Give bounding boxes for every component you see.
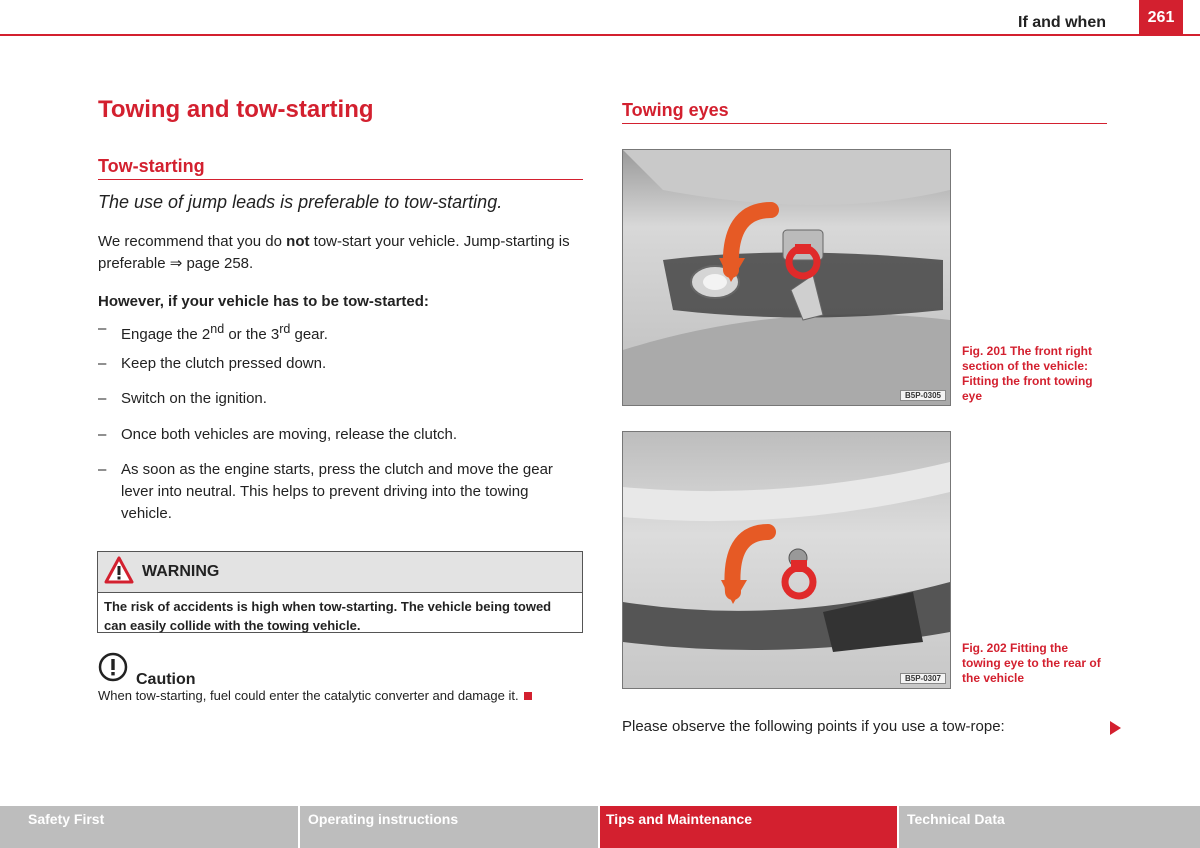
- warning-triangle-icon: [104, 556, 134, 589]
- warning-label: WARNING: [142, 563, 220, 580]
- intro-emphasis: not: [286, 233, 310, 250]
- list-dash: –: [98, 461, 107, 478]
- header-rule: [0, 34, 1200, 36]
- warning-box: [97, 551, 583, 633]
- intro-paragraph: [98, 231, 583, 275]
- footer-nav: [0, 806, 1200, 848]
- caution-text: When tow-starting, fuel could enter the catalytic converter and damage it.: [98, 688, 588, 703]
- lead-sentence: The use of jump leads is preferable to tow-starting.: [98, 192, 503, 212]
- step-text: Once both vehicles are moving, release the clutch.: [121, 426, 458, 443]
- page-title: Towing and tow-starting: [98, 96, 374, 123]
- front-bumper-illustration: [623, 150, 950, 405]
- continue-arrow-icon[interactable]: [1110, 721, 1121, 735]
- step-item: [98, 353, 583, 375]
- page-number: 261: [1139, 0, 1183, 36]
- end-of-section-icon: [524, 692, 532, 700]
- figure-front-towing-eye: [622, 149, 951, 406]
- step-text: As soon as the engine starts, press the clutch and move the gear lever into neutral. This helps to prevent driving into the towing vehicle.: [121, 461, 553, 522]
- step-text: Engage the 2nd or the 3rd gear.: [121, 322, 328, 343]
- chapter-title: If and when: [1018, 14, 1106, 31]
- list-dash: –: [98, 390, 107, 407]
- list-dash: –: [98, 320, 107, 337]
- figure-code: B5P-0307: [900, 673, 946, 684]
- intro-text-start: We recommend that you do: [98, 233, 287, 250]
- step-item: [98, 318, 583, 346]
- warning-text: The risk of accidents is high when tow-starting. The vehicle being towed can easily collide with the towing vehicle.: [104, 599, 552, 633]
- tab-operating-instructions[interactable]: Operating instructions: [300, 806, 600, 848]
- tab-technical-data[interactable]: Technical Data: [899, 806, 1200, 848]
- warning-header: [98, 552, 582, 593]
- section-title-tow-starting: Tow-starting: [98, 156, 583, 180]
- step-text: Keep the clutch pressed down.: [121, 355, 327, 372]
- caution-exclamation-icon: [98, 652, 128, 687]
- section-title-towing-eyes: Towing eyes: [622, 100, 1107, 124]
- steps-heading: However, if your vehicle has to be tow-started:: [98, 293, 429, 310]
- caution-label: Caution: [136, 671, 196, 688]
- list-dash: –: [98, 355, 107, 372]
- intro-text-end: tow-start your vehicle. Jump-starting is preferable ⇒ page 258.: [98, 233, 570, 272]
- rear-bumper-illustration: [623, 432, 950, 688]
- tab-tips-and-maintenance[interactable]: Tips and Maintenance: [600, 806, 899, 848]
- tow-rope-intro: Please observe the following points if you use a tow-rope:: [622, 718, 1005, 735]
- step-text: Switch on the ignition.: [121, 390, 267, 407]
- figure-caption: Fig. 202 Fitting the towing eye to the rear of the vehicle: [962, 641, 1101, 685]
- step-item: [98, 459, 583, 525]
- tab-safety-first[interactable]: Safety First: [0, 806, 300, 848]
- caution-header: [98, 652, 196, 687]
- figure-rear-towing-eye: [622, 431, 951, 689]
- step-item: [98, 424, 583, 446]
- figure-caption: Fig. 201 The front right section of the vehicle: Fitting the front towing eye: [962, 344, 1093, 403]
- list-dash: –: [98, 426, 107, 443]
- figure-code: B5P-0305: [900, 390, 946, 401]
- step-item: [98, 388, 583, 410]
